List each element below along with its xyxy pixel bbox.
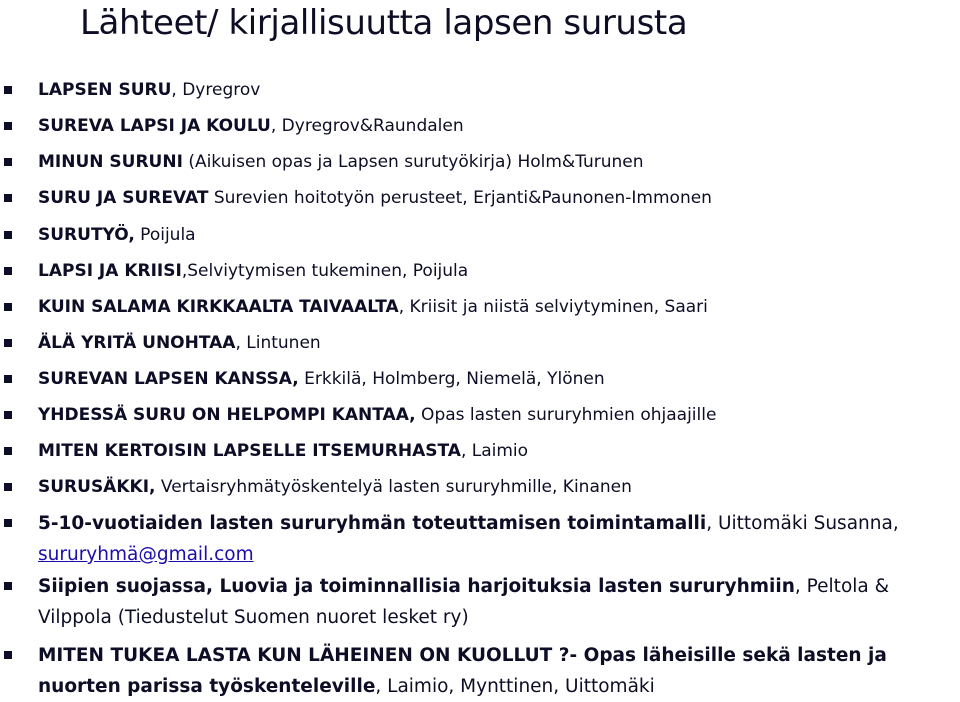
reference-title: SUREVA LAPSI JA KOULU	[38, 116, 271, 136]
reference-title: MITEN KERTOISIN LAPSELLE ITSEMURHASTA	[38, 441, 461, 461]
reference-title: 5-10-vuotiaiden lasten sururyhmän toteuttamisen toimintamalli	[38, 513, 707, 534]
reference-text	[38, 328, 954, 359]
reference-details: , Peltola & Vilppola (Tiedustelut Suomen nuoret lesket ry)	[38, 576, 890, 628]
bullet-icon	[4, 122, 12, 130]
reference-title: ÄLÄ YRITÄ UNOHTAA	[38, 333, 236, 353]
reference-text	[38, 292, 954, 323]
bullet-icon	[4, 231, 12, 239]
reference-details: Poijula	[134, 225, 196, 245]
reference-text	[38, 75, 954, 106]
reference-text	[38, 571, 954, 633]
reference-title: SURUTYÖ,	[38, 225, 135, 245]
reference-text	[38, 220, 954, 251]
reference-title: YHDESSÄ SURU ON HELPOMPI KANTAA,	[38, 405, 416, 425]
reference-details: Surevien hoitotyön perusteet, Erjanti&Paunonen-Immonen	[208, 188, 712, 208]
email-link[interactable]: sururyhmä@gmail.com	[38, 544, 254, 565]
reference-details: , Laimio	[460, 441, 529, 461]
reference-details: , Dyregrov	[171, 80, 261, 100]
reference-title: SURU JA SUREVAT	[38, 188, 209, 208]
reference-title: SUREVAN LAPSEN KANSSA,	[38, 369, 299, 389]
reference-title: SURUSÄKKI,	[38, 477, 156, 497]
reference-details: , Lintunen	[235, 333, 321, 353]
reference-text	[38, 256, 954, 287]
reference-text	[38, 436, 954, 467]
reference-details: Vertaisryhmätyöskentelyä lasten sururyhmille, Kinanen	[155, 477, 632, 497]
reference-text	[38, 508, 954, 570]
bullet-icon	[4, 339, 12, 347]
bullet-icon	[4, 303, 12, 311]
reference-details: Opas lasten sururyhmien ohjaajille	[415, 405, 717, 425]
bullet-icon	[4, 582, 12, 590]
reference-text	[38, 111, 954, 142]
bullet-icon	[4, 194, 12, 202]
bullet-icon	[4, 158, 12, 166]
bullet-icon	[4, 411, 12, 419]
reference-text	[38, 183, 954, 214]
reference-details: , Uittomäki Susanna,	[706, 513, 899, 534]
bullet-icon	[4, 447, 12, 455]
reference-details: , Dyregrov&Raundalen	[270, 116, 464, 136]
reference-text	[38, 640, 954, 702]
reference-title: LAPSI JA KRIISI	[38, 261, 182, 281]
reference-details: Erkkilä, Holmberg, Niemelä, Ylönen	[298, 369, 605, 389]
bullet-icon	[4, 267, 12, 275]
reference-details: , Laimio, Mynttinen, Uittomäki	[375, 676, 655, 697]
reference-text	[38, 364, 954, 395]
bullet-icon	[4, 483, 12, 491]
bullet-icon	[4, 375, 12, 383]
slide-title: Lähteet/ kirjallisuutta lapsen surusta	[80, 3, 688, 43]
bullet-icon	[4, 86, 12, 94]
reference-details: ,Selviytymisen tukeminen, Poijula	[181, 261, 469, 281]
reference-title: MINUN SURUNI	[38, 152, 183, 172]
bullet-icon	[4, 519, 12, 527]
reference-text	[38, 400, 954, 431]
reference-text	[38, 472, 954, 503]
reference-text	[38, 147, 954, 178]
reference-title: Siipien suojassa, Luovia ja toiminnallisia harjoituksia lasten sururyhmiin	[38, 576, 795, 597]
reference-details: (Aikuisen opas ja Lapsen surutyökirja) Holm&Turunen	[182, 152, 644, 172]
bullet-icon	[4, 651, 12, 659]
reference-title: LAPSEN SURU	[38, 80, 172, 100]
reference-title: MITEN TUKEA LASTA KUN LÄHEINEN ON KUOLLUT ?- Opas läheisille sekä lasten ja nuorten parissa työskenteleville	[38, 645, 887, 697]
reference-details: , Kriisit ja niistä selviytyminen, Saari	[398, 297, 708, 317]
reference-title: KUIN SALAMA KIRKKAALTA TAIVAALTA	[38, 297, 399, 317]
